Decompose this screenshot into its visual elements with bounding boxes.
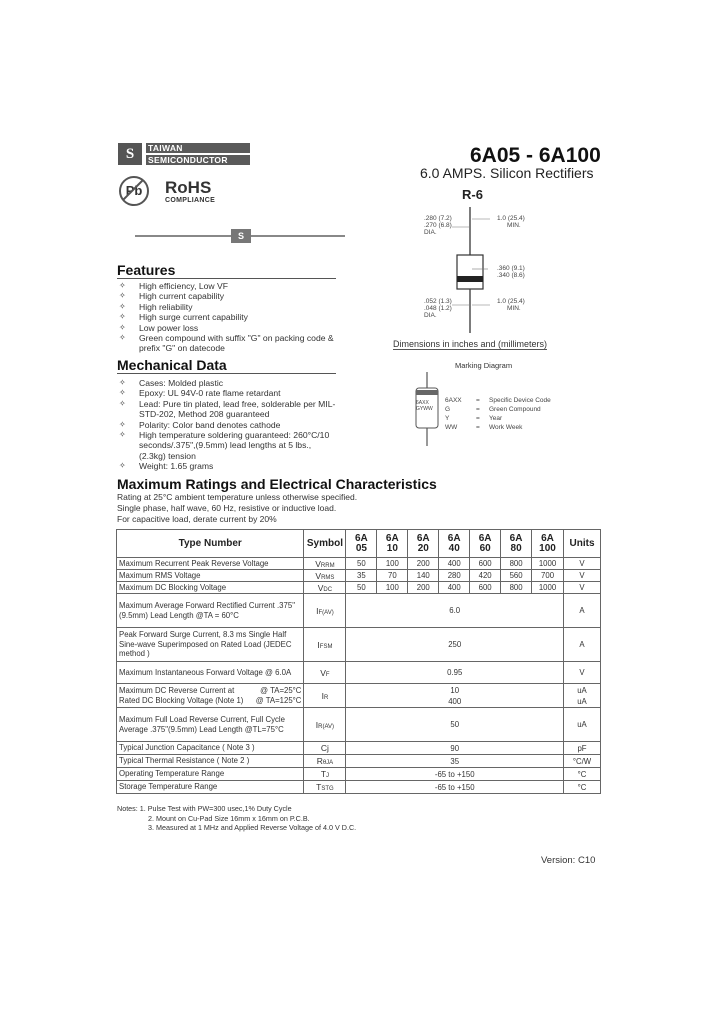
table-row — [117, 708, 601, 742]
dim-body-length: .360 (9.1) .340 (8.6) — [497, 265, 525, 279]
table-cell: VRRM — [304, 558, 346, 570]
table-cell: 50 — [346, 708, 564, 742]
table-cell: Maximum Recurrent Peak Reverse Voltage — [117, 558, 304, 570]
pb-free-icon: Pb — [119, 176, 149, 206]
table-cell: Maximum Full Load Reverse Current, Full Cycle Average .375"(9.5mm) Lead Length @TL=75°C — [117, 708, 304, 742]
list-item: ✧ Lead: Pure tin plated, lead free, solderable per MIL-STD-202, Method 208 guaranteed — [117, 399, 337, 420]
table-cell: V — [564, 570, 601, 582]
table-cell: uA — [564, 708, 601, 742]
col-symbol: Symbol — [304, 530, 346, 558]
table-row — [117, 662, 601, 684]
table-cell: V — [564, 662, 601, 684]
col-part: 6A 80 — [501, 530, 532, 558]
table-cell: 90 — [346, 742, 564, 755]
table-cell: 6.0 — [346, 594, 564, 628]
table-cell: uA uA — [564, 684, 601, 708]
table-cell: 560 — [501, 570, 532, 582]
rohs-compliance: COMPLIANCE — [165, 197, 216, 204]
col-units: Units — [564, 530, 601, 558]
list-item: ✧ High temperature soldering guaranteed: 260°C/10 seconds/.375",(9.5mm) lead lengths at 5 lbs., (2.3kg) tension — [117, 430, 337, 461]
table-cell: IFSM — [304, 628, 346, 662]
table-cell: pF — [564, 742, 601, 755]
table-cell: Peak Forward Surge Current, 8.3 ms Single Half Sine-wave Superimposed on Rated Load (JEDEC method ) — [117, 628, 304, 662]
dimensions-caption: Dimensions in inches and (millimeters) — [393, 339, 548, 349]
table-cell: 100 — [377, 558, 408, 570]
table-cell: 70 — [377, 570, 408, 582]
table-cell: 0.95 — [346, 662, 564, 684]
table-header-row — [117, 530, 601, 558]
ratings-heading: Maximum Ratings and Electrical Characteristics — [117, 476, 437, 492]
table-row — [117, 570, 601, 582]
list-item: ✧ Cases: Molded plastic — [117, 378, 337, 388]
col-part: 6A 05 — [346, 530, 377, 558]
table-cell: 400 — [439, 582, 470, 594]
table-cell: VDC — [304, 582, 346, 594]
table-cell: 420 — [470, 570, 501, 582]
table-cell: IF(AV) — [304, 594, 346, 628]
list-item: ✧ High reliability — [117, 302, 357, 312]
dim-lead-length-bottom: 1.0 (25.4) MIN. — [497, 298, 525, 312]
table-cell: Maximum Instantaneous Forward Voltage @ 6.0A — [117, 662, 304, 684]
table-cell: 800 — [501, 558, 532, 570]
table-cell: VF — [304, 662, 346, 684]
legend-item: G = Green Compound — [445, 406, 541, 413]
table-cell: 250 — [346, 628, 564, 662]
mechanical-heading: Mechanical Data — [117, 357, 336, 374]
table-cell: °C — [564, 768, 601, 781]
table-cell: °C — [564, 781, 601, 794]
features-list — [117, 281, 357, 354]
table-cell: VRMS — [304, 570, 346, 582]
rating-condition: For capacitive load, derate current by 20% — [117, 514, 277, 524]
table-cell: 10 400 — [346, 684, 564, 708]
table-cell: A — [564, 628, 601, 662]
list-item: ✧ High efficiency, Low VF — [117, 281, 357, 291]
table-row — [117, 684, 601, 708]
table-cell: 400 — [439, 558, 470, 570]
table-cell: TSTG — [304, 781, 346, 794]
table-cell: Maximum Average Forward Rectified Current .375"(9.5mm) Lead Length @TA = 60°C — [117, 594, 304, 628]
table-cell: TJ — [304, 768, 346, 781]
table-cell: Storage Temperature Range — [117, 781, 304, 794]
table-cell: -65 to +150 — [346, 768, 564, 781]
table-row — [117, 755, 601, 768]
mechanical-list — [117, 378, 337, 472]
features-heading: Features — [117, 262, 336, 279]
product-subtitle: 6.0 AMPS. Silicon Rectifiers — [420, 165, 594, 181]
table-cell: Maximum RMS Voltage — [117, 570, 304, 582]
rating-condition: Single phase, half wave, 60 Hz, resistive or inductive load. — [117, 503, 337, 513]
version-label: Version: C10 — [541, 855, 596, 866]
table-cell: Typical Junction Capacitance ( Note 3 ) — [117, 742, 304, 755]
table-cell: 100 — [377, 582, 408, 594]
col-part: 6A 40 — [439, 530, 470, 558]
table-cell: 200 — [408, 558, 439, 570]
product-title: 6A05 - 6A100 — [470, 144, 601, 167]
legend-item: 6AXX = Specific Device Code — [445, 397, 551, 404]
package-name: R-6 — [462, 187, 483, 202]
dim-body-diameter: .280 (7.2) .270 (6.8) DIA. — [424, 215, 452, 236]
note-line: 3. Measured at 1 MHz and Applied Reverse Voltage of 4.0 V D.C. — [148, 823, 357, 832]
company-logo: S — [118, 143, 142, 165]
note-line: 2. Mount on Cu-Pad Size 16mm x 16mm on P.C.B. — [148, 813, 310, 823]
table-cell: 140 — [408, 570, 439, 582]
marking-legend — [445, 396, 551, 432]
table-row — [117, 781, 601, 794]
table-cell: -65 to +150 — [346, 781, 564, 794]
company-name-line1: TAIWAN — [146, 143, 250, 153]
table-cell: 1000 — [532, 582, 564, 594]
table-cell: 600 — [470, 558, 501, 570]
table-cell: °C/W — [564, 755, 601, 768]
list-item: ✧ Green compound with suffix "G" on packing code & prefix "G" on datecode — [117, 333, 357, 354]
table-cell: V — [564, 558, 601, 570]
table-cell: Maximum DC Reverse Current at @ TA=25°C Rated DC Blocking Voltage (Note 1) @ TA=125°C — [117, 684, 304, 708]
note-line: Notes: 1. Pulse Test with PW=300 usec,1% Duty Cycle — [117, 804, 292, 813]
table-row — [117, 768, 601, 781]
col-part: 6A 100 — [532, 530, 564, 558]
table-cell: 600 — [470, 582, 501, 594]
table-cell: 700 — [532, 570, 564, 582]
table-cell: 200 — [408, 582, 439, 594]
dim-lead-diameter: .052 (1.3) .048 (1.2) DIA. — [424, 298, 452, 319]
list-item: ✧ Weight: 1.65 grams — [117, 461, 337, 471]
table-row — [117, 558, 601, 570]
list-item: ✧ Polarity: Color band denotes cathode — [117, 420, 337, 430]
legend-item: WW = Work Week — [445, 424, 523, 431]
table-cell: IR(AV) — [304, 708, 346, 742]
table-row — [117, 628, 601, 662]
marking-diagram-title: Marking Diagram — [455, 361, 513, 370]
table-cell: Typical Thermal Resistance ( Note 2 ) — [117, 755, 304, 768]
table-cell: 50 — [346, 582, 377, 594]
dim-lead-length-top: 1.0 (25.4) MIN. — [497, 215, 525, 229]
pb-slash-icon — [117, 174, 149, 206]
table-row — [117, 594, 601, 628]
table-cell: 50 — [346, 558, 377, 570]
table-cell: V — [564, 582, 601, 594]
list-item: ✧ Epoxy: UL 94V-0 rate flame retardant — [117, 388, 337, 398]
col-type-number: Type Number — [117, 530, 304, 558]
ratings-table — [116, 529, 601, 794]
table-cell: IR — [304, 684, 346, 708]
table-row — [117, 742, 601, 755]
table-cell: A — [564, 594, 601, 628]
list-item: ✧ High current capability — [117, 291, 357, 301]
col-part: 6A 20 — [408, 530, 439, 558]
table-cell: 800 — [501, 582, 532, 594]
col-part: 6A 10 — [377, 530, 408, 558]
table-row — [117, 582, 601, 594]
table-cell: 35 — [346, 755, 564, 768]
col-part: 6A 60 — [470, 530, 501, 558]
notes — [117, 804, 356, 833]
diode-symbol-icon: S — [231, 229, 251, 243]
table-cell: 1000 — [532, 558, 564, 570]
table-cell: RθJA — [304, 755, 346, 768]
rating-condition: Rating at 25°C ambient temperature unless otherwise specified. — [117, 492, 358, 502]
table-cell: 35 — [346, 570, 377, 582]
table-cell: Cj — [304, 742, 346, 755]
table-cell: 280 — [439, 570, 470, 582]
list-item: ✧ High surge current capability — [117, 312, 357, 322]
legend-item: Y = Year — [445, 415, 503, 422]
table-cell: Maximum DC Blocking Voltage — [117, 582, 304, 594]
company-name-line2: SEMICONDUCTOR — [146, 155, 250, 165]
table-cell: Operating Temperature Range — [117, 768, 304, 781]
rohs-label: RoHS — [165, 178, 212, 197]
marking-body-text: 6AXX GYWW — [416, 400, 433, 412]
list-item: ✧ Low power loss — [117, 323, 357, 333]
